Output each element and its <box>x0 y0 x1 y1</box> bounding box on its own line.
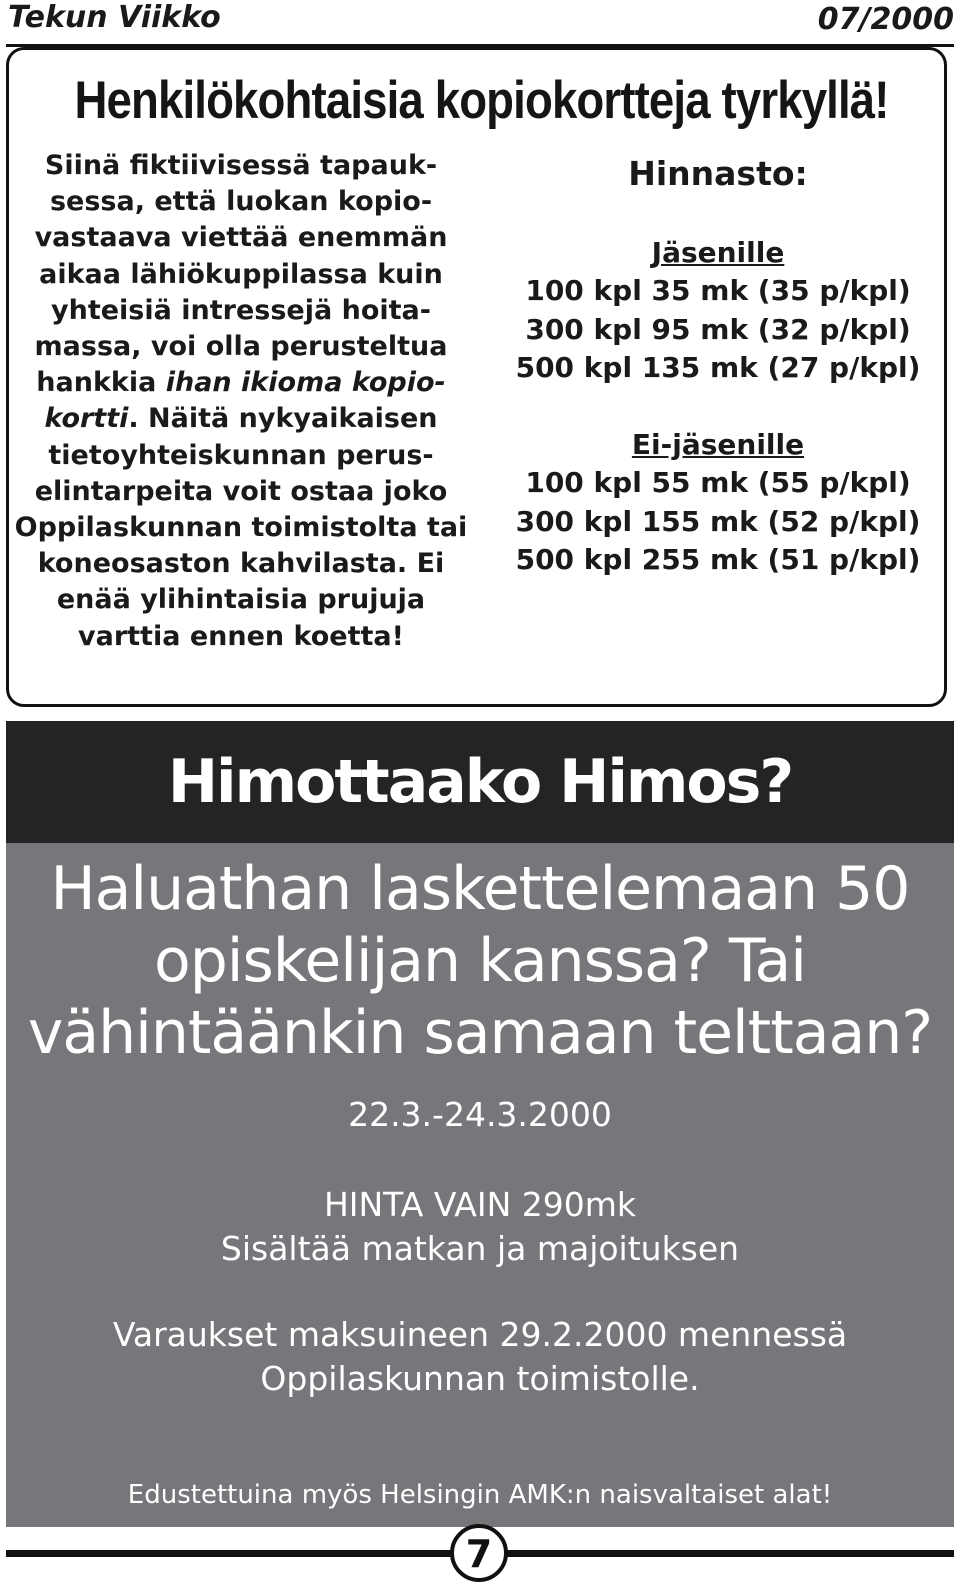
article-headline: Henkilökohtaisia kopiokortteja tyrkyllä! <box>74 71 889 130</box>
body-line: varttia ennen koetta! <box>78 620 404 652</box>
price-row: 500 kpl 135 mk (27 p/kpl) <box>515 351 921 385</box>
ad-note: Edustettuina myös Helsingin AMK:n naisvaltaiset alat! <box>127 1480 833 1510</box>
page-number: 7 <box>450 1524 508 1582</box>
ad-booking <box>6 1313 954 1401</box>
price-row: 100 kpl 35 mk (35 p/kpl) <box>525 274 911 307</box>
issue-number: 07/2000 <box>817 2 954 37</box>
ad-lead <box>6 853 954 1069</box>
article-body <box>11 148 471 655</box>
page-header <box>6 0 954 46</box>
ad-title-banner <box>6 721 954 843</box>
body-line: vastaava viettää enemmän <box>34 222 448 254</box>
price-group-heading: Ei-jäsenille <box>631 428 805 461</box>
ad-booking-line: Varaukset maksuineen 29.2.2000 mennessä <box>112 1315 848 1354</box>
body-line: enää ylihintaisia prujuja <box>56 584 426 616</box>
ad-booking-line: Oppilaskunnan toimistolle. <box>260 1359 700 1398</box>
price-row: 100 kpl 55 mk (55 p/kpl) <box>525 466 911 499</box>
body-line: koneosaston kahvilasta. Ei <box>37 548 445 580</box>
body-line: massa, voi olla perusteltua <box>34 331 448 363</box>
ad-lead-line: opiskelijan kanssa? Tai <box>154 926 806 996</box>
price-group-members <box>493 234 943 388</box>
body-line: tietoyhteiskunnan perus- <box>48 439 434 471</box>
price-group-heading: Jäsenille <box>651 236 785 269</box>
body-text-segment: . Näitä nykyaikaisen <box>128 403 438 435</box>
price-row: 300 kpl 95 mk (32 p/kpl) <box>525 312 911 346</box>
body-line: Oppilaskunnan toimistolta tai <box>14 512 468 544</box>
body-text-segment: hankkia <box>36 367 166 399</box>
ad-title: Himottaako Himos? <box>167 747 793 817</box>
body-line: sessa, että luokan kopio- <box>49 186 433 218</box>
price-group-non-members <box>493 426 943 580</box>
ad-dates: 22.3.-24.3.2000 <box>348 1095 612 1134</box>
price-row: 500 kpl 255 mk (51 p/kpl) <box>515 543 921 577</box>
body-line: aikaa lähiökuppilassa kuin <box>39 258 443 290</box>
price-list-title: Hinnasto: <box>628 154 808 193</box>
body-line: elintarpeita voit ostaa joko <box>34 475 448 507</box>
price-row: 300 kpl 155 mk (52 p/kpl) <box>515 504 921 538</box>
body-italic-segment: kortti <box>44 403 129 435</box>
article-box <box>6 47 947 707</box>
body-line: Siinä fiktiivisessä tapauk- <box>44 150 438 181</box>
publication-name: Tekun Viikko <box>8 0 221 35</box>
body-line <box>11 401 471 437</box>
ad-price <box>6 1183 954 1271</box>
ad-lead-line: vähintäänkin samaan telttaan? <box>27 998 933 1068</box>
body-italic-segment: ihan ikioma kopio- <box>165 367 446 399</box>
body-line: yhteisiä intressejä hoita- <box>51 294 431 326</box>
ad-lead-line: Haluathan laskettelemaan 50 <box>50 854 910 924</box>
ad-body <box>6 843 954 1527</box>
body-line <box>11 365 471 401</box>
ad-price-line: Sisältää matkan ja majoituksen <box>220 1229 740 1268</box>
ad-price-line: HINTA VAIN 290mk <box>323 1185 637 1224</box>
